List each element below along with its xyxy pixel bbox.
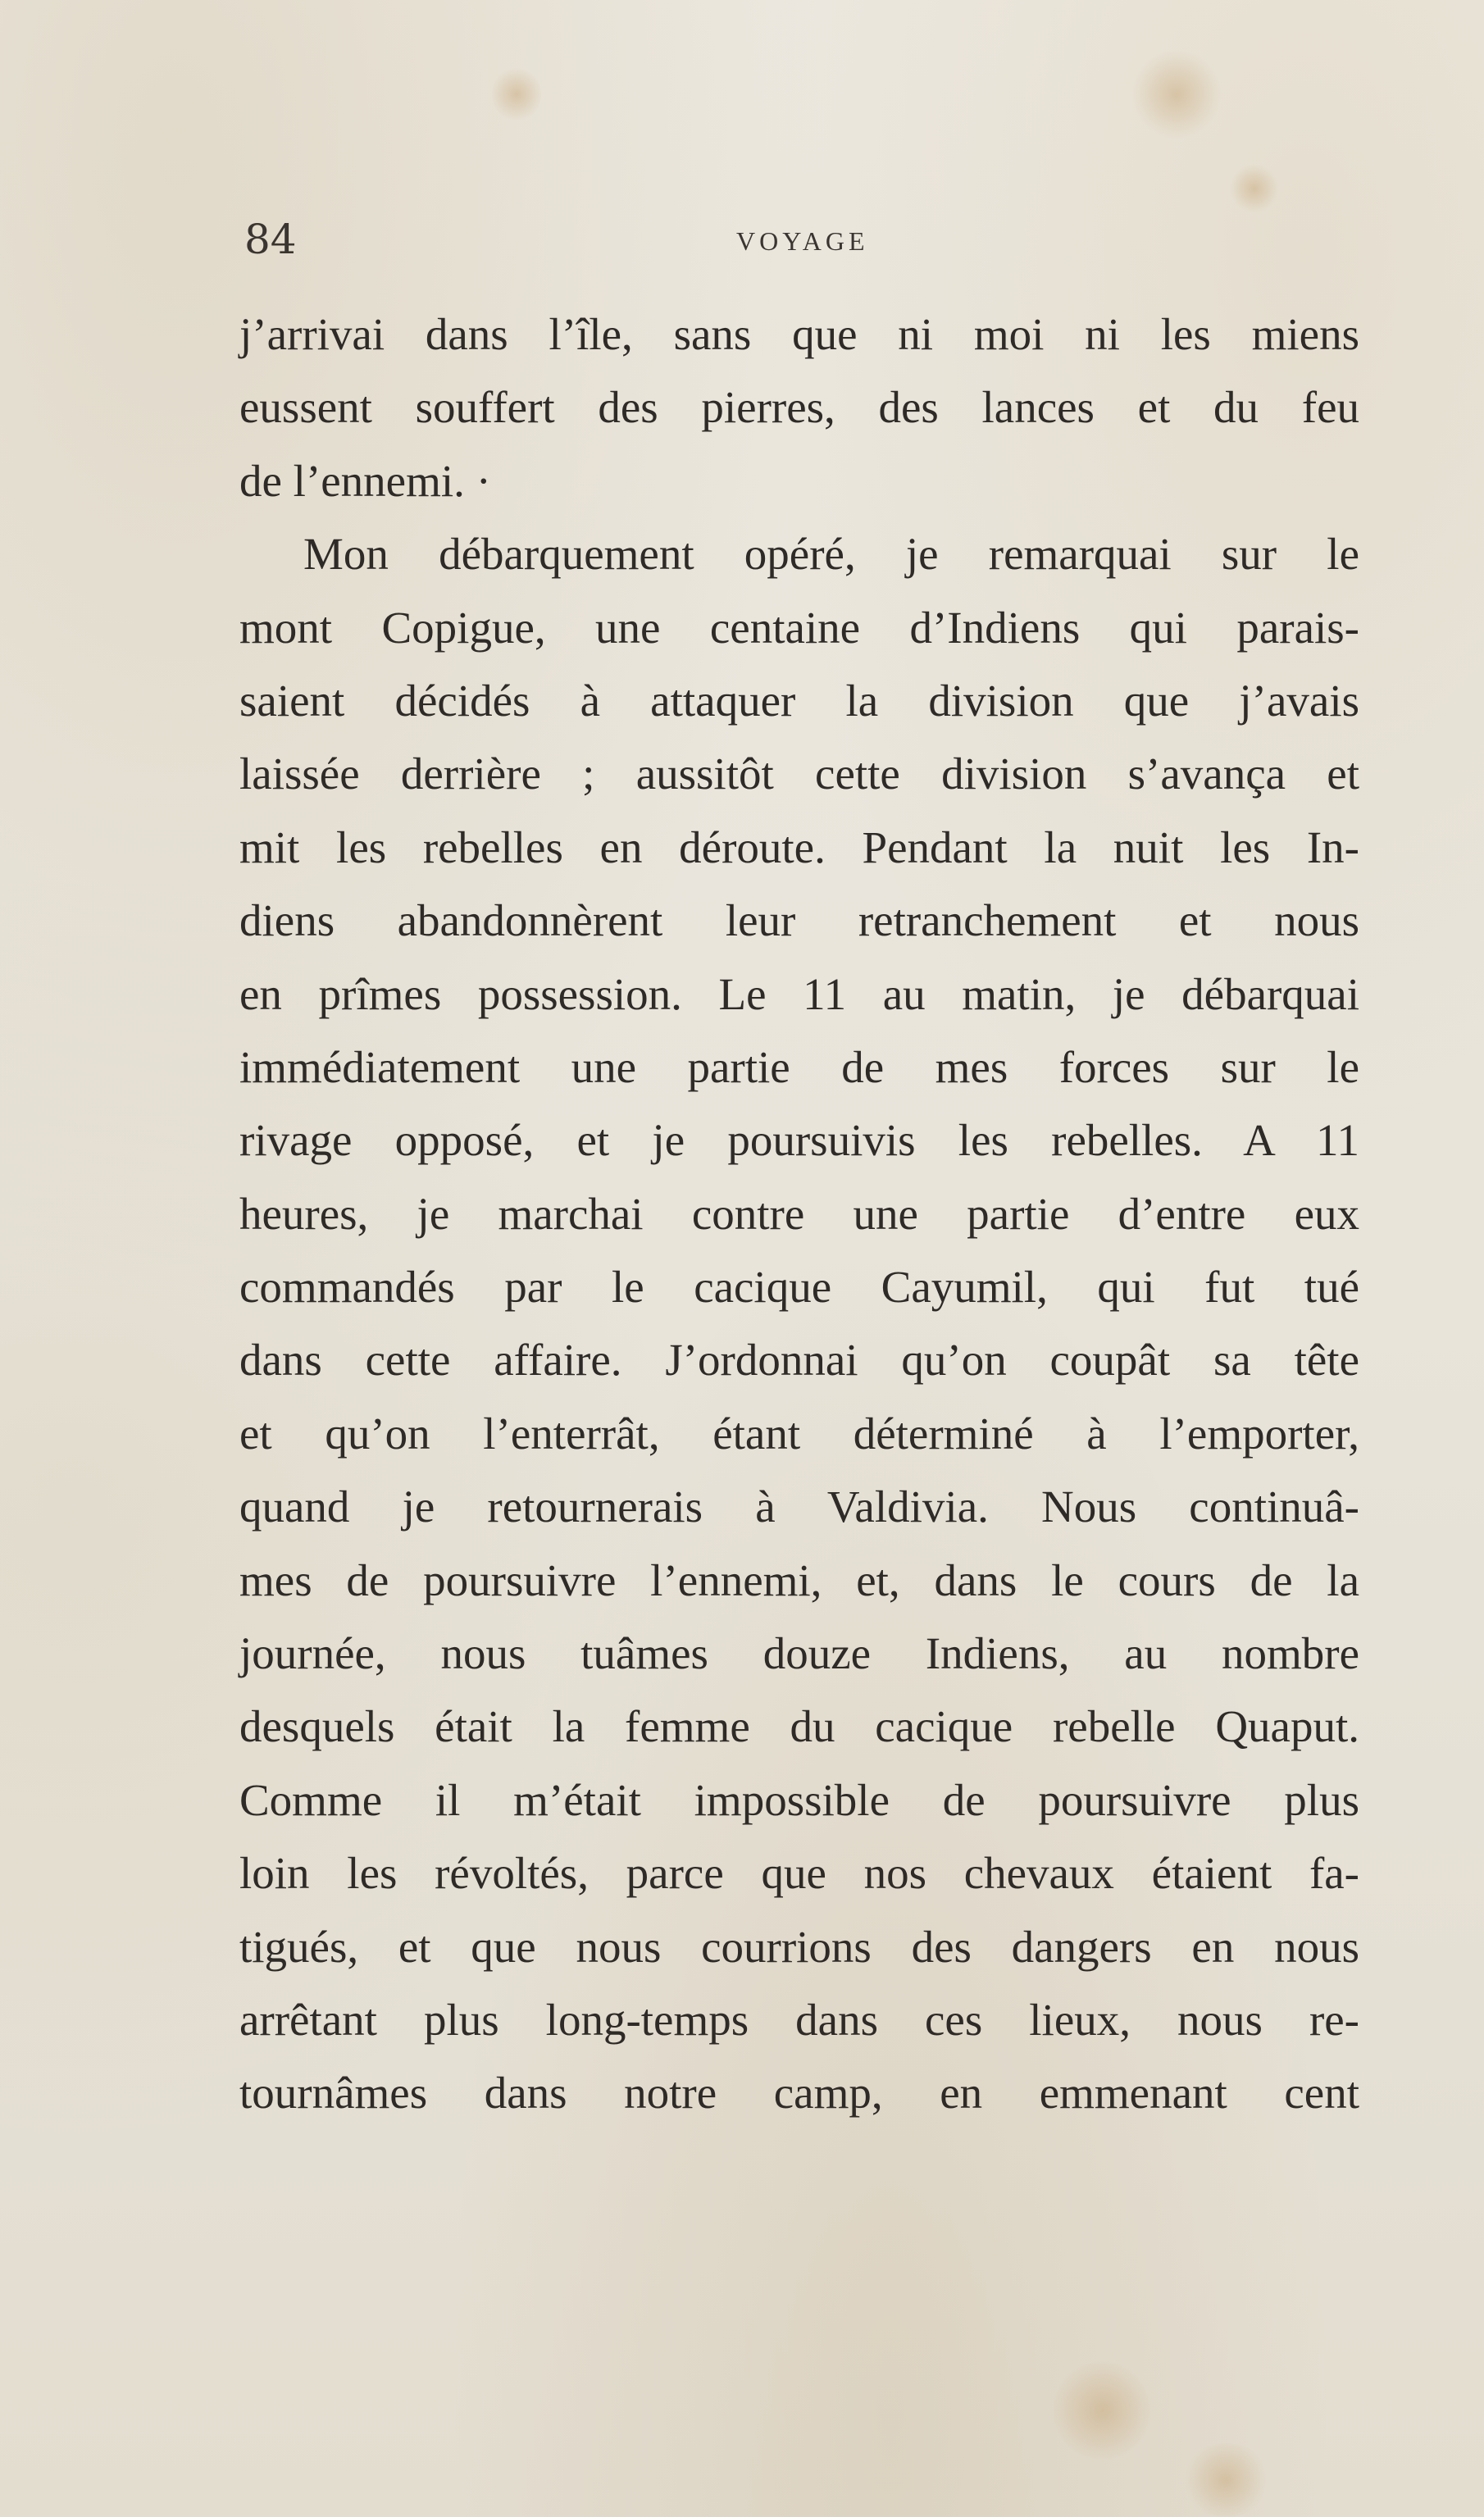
text-line: heures, je marchai contre une partie d’entre eux xyxy=(239,1188,1359,1239)
body-text xyxy=(239,298,1359,2130)
text-line: saient décidés à attaquer la division que j’avais xyxy=(239,675,1359,726)
text-line: et qu’on l’enterrât, étant déterminé à l’emporter, xyxy=(239,1408,1359,1459)
page-header xyxy=(244,216,1351,269)
text-line: arrêtant plus long-temps dans ces lieux, nous re- xyxy=(239,1994,1359,2045)
text-line: immédiatement une partie de mes forces sur le xyxy=(239,1041,1359,1092)
foxing-stain xyxy=(1230,164,1279,213)
text-line: de l’ennemi. · xyxy=(239,455,491,506)
text-line: mes de poursuivre l’ennemi, et, dans le cours de la xyxy=(239,1554,1359,1605)
text-line: Mon débarquement opéré, je remarquai sur le xyxy=(303,529,1359,580)
text-line: commandés par le cacique Cayumil, qui fut tué xyxy=(239,1262,1359,1313)
text-line: rivage opposé, et je poursuivis les rebelles. A 11 xyxy=(239,1115,1359,1166)
running-head: VOYAGE xyxy=(736,226,869,256)
text-line: mont Copigue, une centaine d’Indiens qui parais- xyxy=(239,602,1359,653)
text-line: Comme il m’était impossible de poursuivre plus xyxy=(239,1774,1359,1825)
foxing-stain xyxy=(1181,2443,1271,2517)
text-line: desquels était la femme du cacique rebelle Quaput. xyxy=(239,1701,1359,1752)
text-line: mit les rebelles en déroute. Pendant la nuit les In- xyxy=(239,822,1359,872)
page-number: 84 xyxy=(244,216,297,263)
text-line: laissée derrière ; aussitôt cette division s’avança et xyxy=(239,749,1359,799)
text-line: dans cette affaire. J’ordonnai qu’on coupât sa tête xyxy=(239,1335,1359,1386)
text-line: eussent souffert des pierres, des lances et du feu xyxy=(239,382,1359,433)
foxing-stain xyxy=(1131,49,1222,139)
foxing-stain xyxy=(1049,2361,1156,2460)
text-line: diens abandonnèrent leur retranchement et nous xyxy=(239,895,1359,946)
text-line: journée, nous tuâmes douze Indiens, au nombre xyxy=(239,1628,1359,1679)
text-line: loin les révoltés, parce que nos chevaux étaient fa- xyxy=(239,1848,1359,1899)
text-line: j’arrivai dans l’île, sans que ni moi ni les miens xyxy=(239,309,1359,359)
foxing-stain xyxy=(492,66,541,123)
text-line: tournâmes dans notre camp, en emmenant cent xyxy=(239,2068,1359,2119)
text-line: tigués, et que nous courrions des dangers en nous xyxy=(239,1921,1359,1972)
text-line: quand je retournerais à Valdivia. Nous continuâ- xyxy=(239,1482,1359,1532)
text-line: en prîmes possession. Le 11 au matin, je débarquai xyxy=(239,968,1359,1019)
